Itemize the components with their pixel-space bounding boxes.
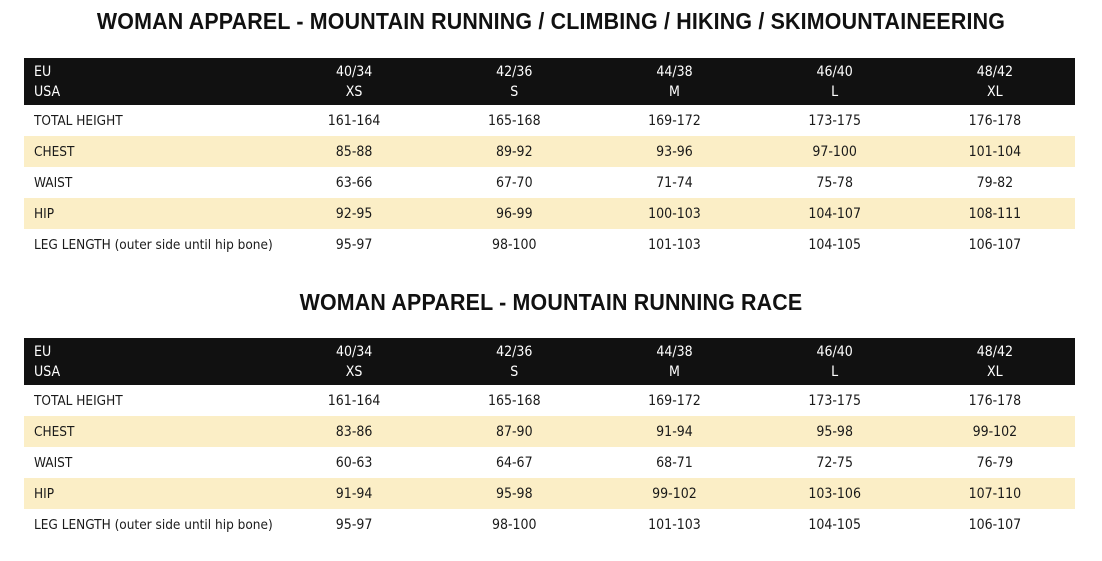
table-cell: 92-95	[335, 205, 373, 222]
header-size-cell	[594, 338, 754, 385]
header-region-cell	[24, 58, 274, 105]
table-row	[24, 416, 1075, 447]
table-cell: 87-90	[495, 423, 533, 440]
table-row	[24, 447, 1075, 478]
table-cell: 169-172	[648, 112, 701, 129]
header-size-cell	[274, 58, 434, 105]
header-size-usa: L	[831, 83, 839, 100]
row-label: CHEST	[34, 423, 75, 440]
header-size-eu: 46/40	[816, 63, 853, 80]
table-1-title: WOMAN APPAREL - MOUNTAIN RUNNING / CLIMBING / HIKING / SKIMOUNTAINEERING	[96, 8, 1006, 34]
table-cell: 173-175	[808, 392, 861, 409]
table-cell: 99-102	[972, 423, 1018, 440]
table-cell: 63-66	[335, 174, 373, 191]
table-cell: 91-94	[656, 423, 693, 440]
table-cell: 95-97	[335, 236, 373, 253]
header-size-cell	[755, 58, 915, 105]
table-cell: 76-79	[976, 454, 1014, 471]
table-cell: 93-96	[656, 143, 693, 160]
table-cell: 161-164	[327, 112, 381, 129]
row-label: TOTAL HEIGHT	[34, 112, 123, 129]
table-cell: 95-97	[335, 516, 373, 533]
header-size-usa: XL	[987, 83, 1003, 100]
row-label: LEG LENGTH (outer side until hip bone)	[34, 236, 273, 253]
header-size-eu: 42/36	[496, 343, 533, 360]
table-row	[24, 385, 1075, 416]
table-cell: 106-107	[968, 516, 1022, 533]
table-cell: 95-98	[495, 485, 533, 502]
table-cell: 79-82	[976, 174, 1014, 191]
table-cell: 91-94	[335, 485, 373, 502]
size-chart-table-2	[24, 338, 1075, 540]
table-cell: 108-111	[968, 205, 1022, 222]
header-size-eu: 44/38	[656, 63, 693, 80]
table-cell: 67-70	[495, 174, 533, 191]
table-row	[24, 136, 1075, 167]
header-size-cell	[755, 338, 915, 385]
row-label: HIP	[34, 205, 55, 222]
table-row	[24, 105, 1075, 136]
table-cell: 64-67	[495, 454, 533, 471]
header-size-eu: 40/34	[335, 343, 373, 360]
table-cell: 100-103	[648, 205, 701, 222]
header-size-cell	[274, 338, 434, 385]
header-size-eu: 48/42	[976, 63, 1014, 80]
table-cell: 97-100	[812, 143, 857, 160]
row-label: TOTAL HEIGHT	[34, 392, 123, 409]
table-cell: 165-168	[487, 392, 541, 409]
table-cell: 83-86	[335, 423, 373, 440]
header-size-cell	[434, 58, 594, 105]
header-size-usa: L	[831, 363, 839, 380]
header-region-usa: USA	[34, 83, 61, 100]
size-chart-table-1	[24, 58, 1075, 260]
table-cell: 104-105	[808, 516, 861, 533]
table-cell: 106-107	[968, 236, 1022, 253]
table-cell: 98-100	[491, 516, 537, 533]
header-size-eu: 48/42	[976, 343, 1014, 360]
header-size-usa: S	[510, 363, 519, 380]
row-label: LEG LENGTH (outer side until hip bone)	[34, 516, 273, 533]
table-cell: 107-110	[968, 485, 1022, 502]
table-2-title: WOMAN APPAREL - MOUNTAIN RUNNING RACE	[299, 289, 803, 315]
header-size-eu: 40/34	[335, 63, 373, 80]
header-region-usa: USA	[34, 363, 61, 380]
row-label: CHEST	[34, 143, 75, 160]
header-size-usa: M	[669, 83, 680, 100]
table-cell: 176-178	[968, 392, 1022, 409]
header-size-eu: 44/38	[656, 343, 693, 360]
header-region-eu: EU	[34, 63, 52, 80]
table-cell: 104-107	[808, 205, 861, 222]
header-size-cell	[434, 338, 594, 385]
table-cell: 165-168	[487, 112, 541, 129]
table-cell: 173-175	[808, 112, 861, 129]
header-region-cell	[24, 338, 274, 385]
header-size-usa: XS	[345, 363, 363, 380]
table-cell: 71-74	[656, 174, 693, 191]
table-cell: 68-71	[656, 454, 693, 471]
header-size-usa: XL	[987, 363, 1003, 380]
table-row	[24, 509, 1075, 540]
header-size-eu: 46/40	[816, 343, 853, 360]
table-row	[24, 167, 1075, 198]
row-label: HIP	[34, 485, 55, 502]
header-size-cell	[915, 58, 1075, 105]
table-cell: 95-98	[816, 423, 853, 440]
header-size-cell	[915, 338, 1075, 385]
table-cell: 161-164	[327, 392, 381, 409]
header-size-usa: XS	[345, 83, 363, 100]
table-cell: 89-92	[495, 143, 533, 160]
table-cell: 75-78	[816, 174, 853, 191]
table-cell: 176-178	[968, 112, 1022, 129]
table-cell: 101-103	[648, 516, 701, 533]
table-cell: 104-105	[808, 236, 861, 253]
table-cell: 60-63	[335, 454, 373, 471]
table-cell: 169-172	[648, 392, 701, 409]
table-row	[24, 478, 1075, 509]
table-header-row	[24, 338, 1075, 385]
table-cell: 101-104	[968, 143, 1022, 160]
header-size-cell	[594, 58, 754, 105]
table-cell: 96-99	[495, 205, 533, 222]
row-label: WAIST	[34, 174, 73, 191]
table-cell: 98-100	[491, 236, 537, 253]
header-region-eu: EU	[34, 343, 52, 360]
table-cell: 103-106	[808, 485, 861, 502]
row-label: WAIST	[34, 454, 73, 471]
table-row	[24, 229, 1075, 260]
table-row	[24, 198, 1075, 229]
table-header-row	[24, 58, 1075, 105]
table-cell: 85-88	[335, 143, 373, 160]
header-size-usa: M	[669, 363, 680, 380]
table-cell: 72-75	[816, 454, 853, 471]
table-cell: 101-103	[648, 236, 701, 253]
header-size-usa: S	[510, 83, 519, 100]
table-cell: 99-102	[652, 485, 697, 502]
header-size-eu: 42/36	[496, 63, 533, 80]
